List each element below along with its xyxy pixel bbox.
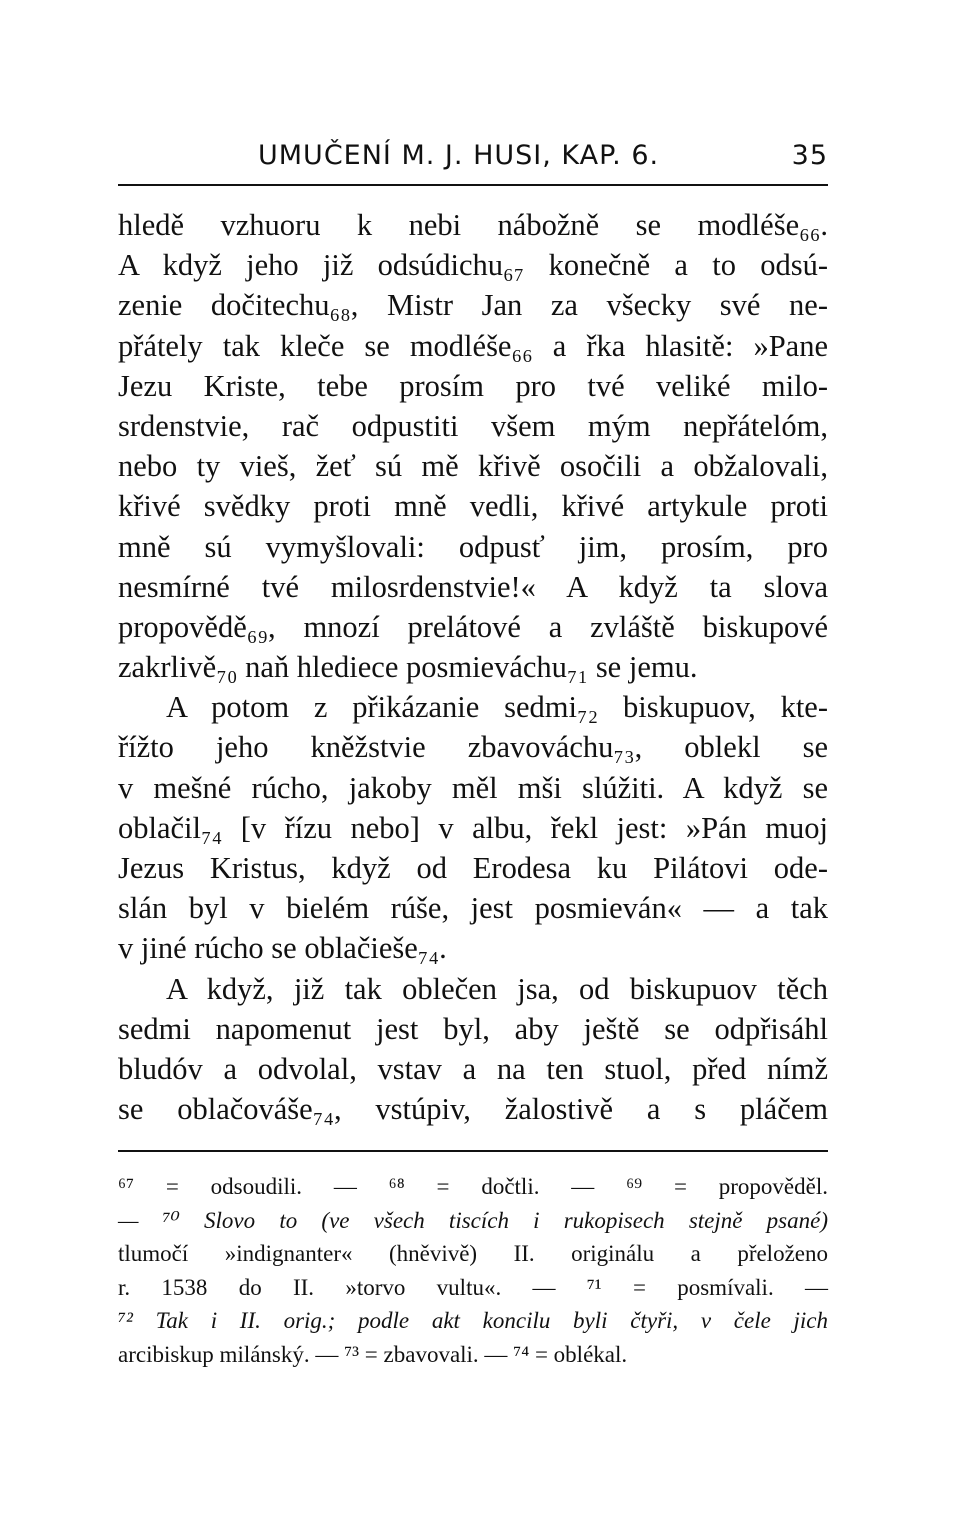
text-line: se oblačováše₇₄, vstúpiv, žalostivě a s pláčem bbox=[118, 1092, 828, 1127]
text-line: A když, již tak oblečen jsa, od biskupuov těch bbox=[166, 971, 828, 1006]
text-line: zakrlivě₇₀ naň hlediece posmieváchu₇₁ se jemu. bbox=[118, 650, 698, 685]
text-line: nesmírné tvé milosrdenstvie!« A když ta slova bbox=[118, 569, 828, 604]
text-line: Jezu Kriste, tebe prosím pro tvé veliké milo- bbox=[118, 368, 828, 403]
footnote-divider bbox=[118, 1150, 828, 1152]
text-line: srdenstvie, rač odpustiti všem mým nepřátelóm, bbox=[118, 408, 828, 443]
text-line: oblačil₇₄ [v řízu nebo] v albu, řekl jest: »Pán muoj bbox=[118, 810, 828, 845]
text-line: v jiné rúcho se oblačieše₇₄. bbox=[118, 931, 447, 966]
text-line: mně sú vymyšlovali: odpusť jim, prosím, pro bbox=[118, 529, 828, 564]
footnote-line: — ⁷⁰ Slovo to (ve všech tiscích i rukopisech stejně psané) bbox=[118, 1207, 828, 1233]
text-line: bludóv a odvolal, vstav a na ten stuol, před nímž bbox=[118, 1051, 828, 1086]
text-line: zenie dočitechu₆₈, Mistr Jan za všecky své ne- bbox=[118, 288, 828, 323]
text-line: řížto jeho kněžstvie zbavováchu₇₃, oblekl se bbox=[118, 730, 828, 765]
page-number: 35 bbox=[791, 140, 828, 171]
text-line: slán byl v bielém rúše, jest posmieván« — a tak bbox=[118, 891, 828, 926]
footnote-line: arcibiskup milánský. — ⁷³ = zbavovali. — ⁷⁴ = oblékal. bbox=[118, 1341, 628, 1367]
text-line: přátely tak kleče se modléše₆₆ a řka hlasitě: »Pane bbox=[118, 328, 828, 363]
text-line: propovědě₆₉, mnozí prelátové a zvláště biskupové bbox=[118, 609, 828, 644]
text-line: v mešné rúcho, jakoby měl mši slúžiti. A když se bbox=[118, 770, 828, 805]
text-line: nebo ty vieš, žeť sú mě křivě osočili a obžalovali, bbox=[118, 449, 828, 484]
running-title: UMUČENÍ M. J. HUSI, KAP. 6. bbox=[258, 140, 660, 171]
footnote-line: r. 1538 do II. »torvo vultu«. — ⁷¹ = posmívali. — bbox=[118, 1274, 828, 1300]
text-line: hledě vzhuoru k nebi nábožně se modléše₆₆. bbox=[118, 208, 828, 242]
text-line: Jezus Kristus, když od Erodesa ku Pilátovi ode- bbox=[118, 851, 828, 885]
footnote-line: ⁷² Tak i II. orig.; podle akt koncilu byli čtyři, v čele jich bbox=[118, 1308, 828, 1333]
text-line: křivé svědky proti mně vedli, křivé artykule proti bbox=[118, 489, 828, 524]
text-line: A když jeho již odsúdichu₆₇ konečně a to odsú- bbox=[118, 248, 828, 283]
footnotes bbox=[118, 1170, 828, 1371]
footnote-line: tlumočí »indignanter« (hněvivě) II. originálu a přeloženo bbox=[118, 1241, 828, 1266]
main-text bbox=[118, 205, 828, 1129]
text-line: A potom z přikázanie sedmi₇₂ biskupuov, kte- bbox=[166, 690, 828, 725]
footnote-line: ⁶⁷ = odsoudili. — ⁶⁸ = dočtli. — ⁶⁹ = propověděl. bbox=[118, 1174, 828, 1199]
text-line: sedmi napomenut jest byl, aby ještě se odpřisáhl bbox=[118, 1011, 828, 1046]
running-header bbox=[118, 128, 828, 186]
